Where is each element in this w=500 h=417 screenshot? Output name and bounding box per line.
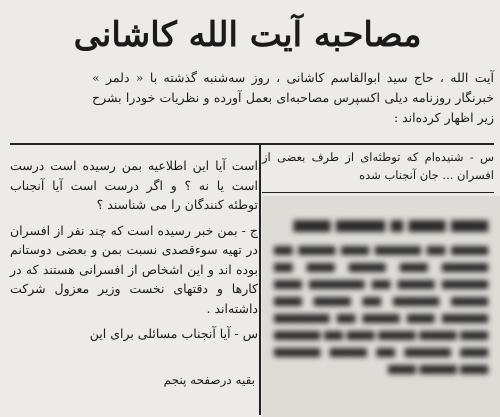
continuation-note: بقیه درصفحه پنجم [163, 373, 255, 387]
article-intro: آیت الله ، حاج سید ابوالقاسم کاشانی ، روز سه‌شنبه گذشته با « دلمر » خبرنگار روزنامه دیلی اکسپرس مصاحبه‌ای بعمل آورده و نظریات خودرا بشرح زیر اظهار کرده‌اند : [92, 70, 494, 125]
right-column-rule [262, 192, 494, 193]
column-divider [259, 145, 261, 415]
blurred-region [262, 196, 500, 417]
article-title: مصاحبه آیت الله کاشانی [73, 15, 422, 55]
left-column [10, 156, 258, 350]
right-column-question: س - شنیده‌ام که توطئه‌ای از طرف بعضی از افسران ... جان آنجناب شده [262, 150, 494, 182]
paragraph: ج - بمن خبر رسیده است که چند نفر از افسران در تهیه سوءقصدی نسبت بمن و بعضی دوستانم بوده اند و این اشخاص از افسرانی هستند که در کارها و دقتهای نخست وزیر معزول شرکت داشته‌اند . [10, 222, 258, 316]
paragraph: است آیا این اطلاعیه بمن رسیده است درست است یا نه ؟ و اگر درست است آیا آنجناب توطئه کنندگان را می شناسند ؟ [10, 158, 258, 212]
paragraph: س - آیا‌ آنجناب‌ مسائلی برای این [89, 326, 258, 341]
horizontal-rule [10, 143, 494, 145]
blurred-text: ▅▅▅ ▅▅▅ ▅ ▅▅▅▅ ▅▅▅ ▅▅▅▅ ▅▅ ▅▅▅▅▅ ▅▅▅ ▅▅▅▅ ▅▅ ▅▅▅▅▅ ▅▅▅ ▅▅▅▅ ▅▅▅ ▅▅ ▅▅▅▅▅ ▅▅▅▅ ▅▅ ▅▅▅▅▅▅ ▅▅▅ ▅▅▅▅ ▅▅▅▅▅ ▅▅ ▅▅▅▅ ▅▅▅ ▅▅▅▅▅ ▅▅▅ ▅▅▅▅ ▅▅ ▅▅▅▅▅▅ ▅▅▅ ▅▅▅▅ ▅▅▅▅ ▅▅▅ ▅▅ ▅▅▅▅▅ ▅▅▅ ▅▅▅▅▅ ▅▅ ▅▅▅▅ ▅▅▅▅▅ ▅▅▅ ▅▅▅▅ ▅▅▅ [274, 213, 488, 374]
